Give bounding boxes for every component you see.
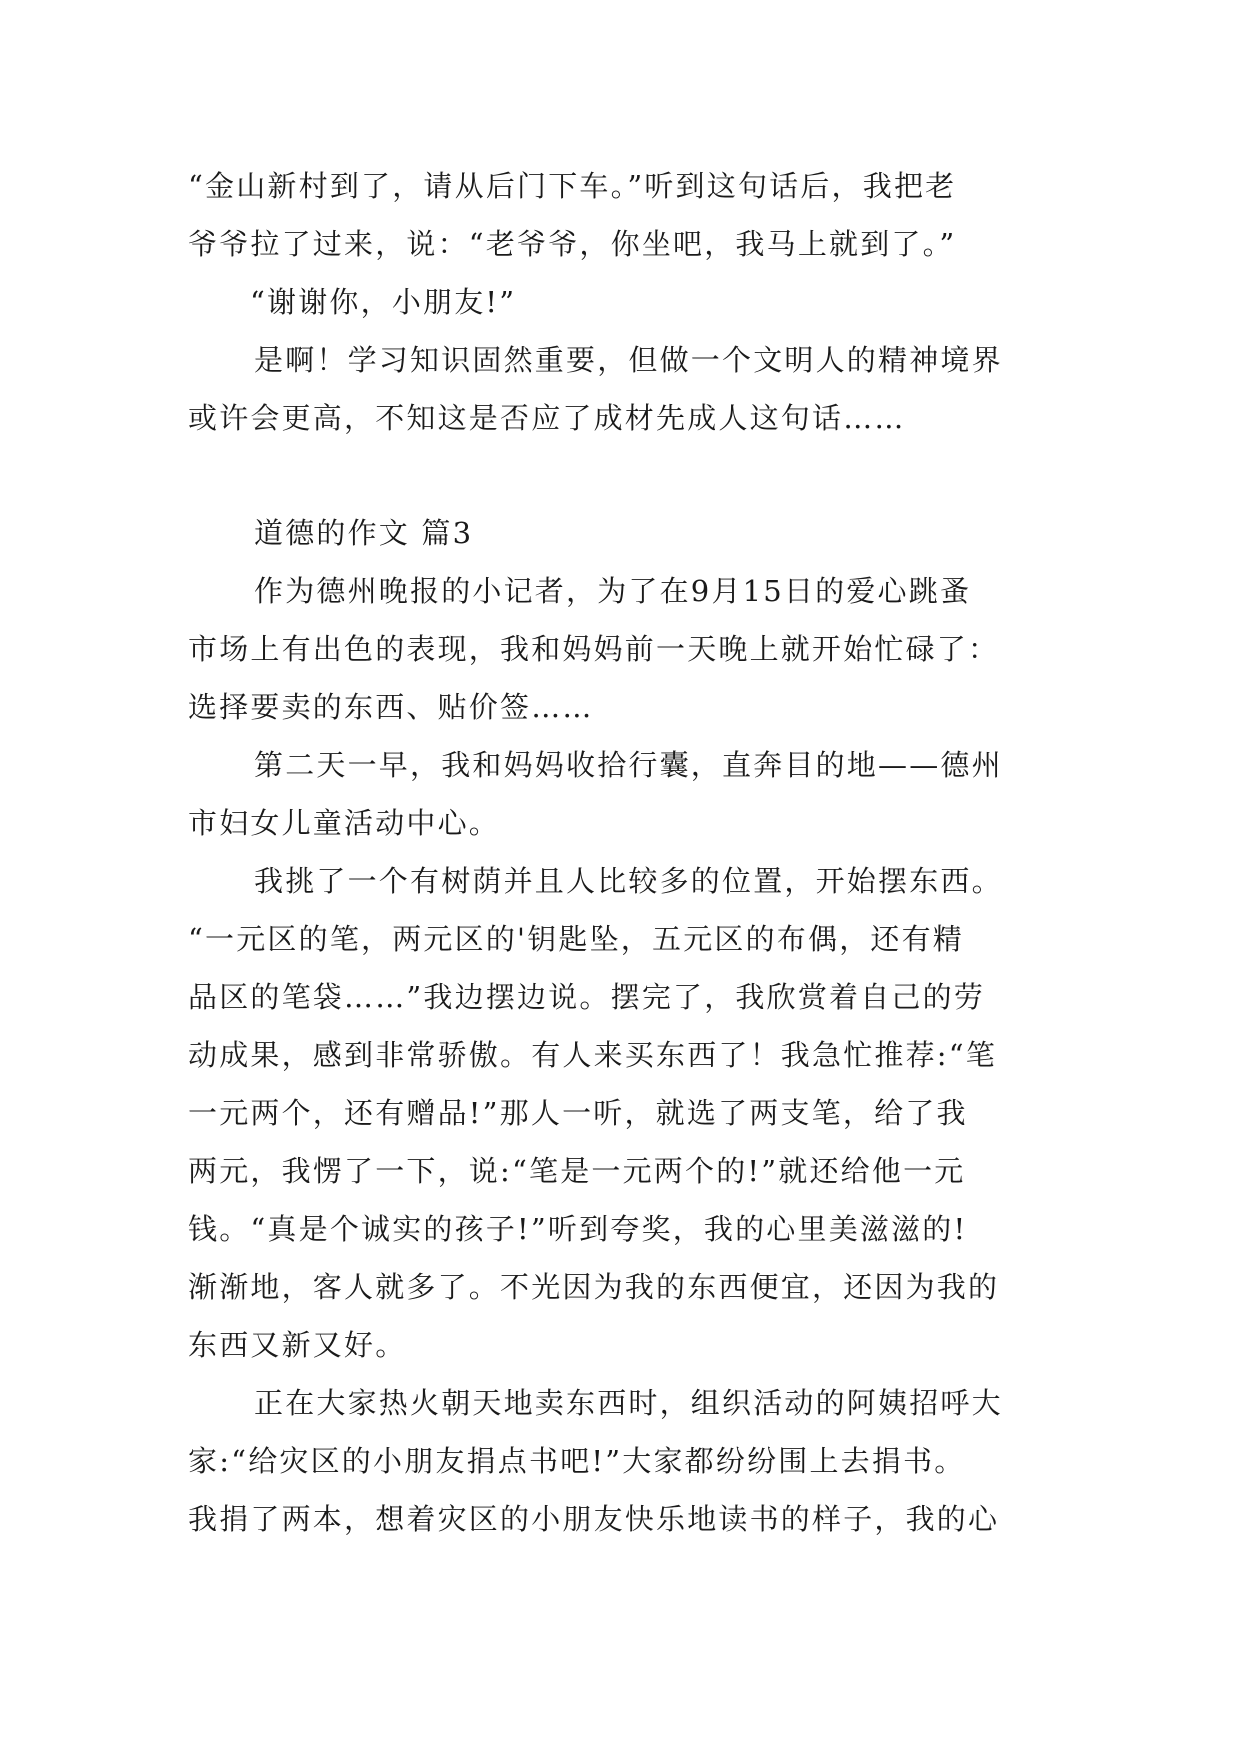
text-line: 或许会更高，不知这是否应了成材先成人这句话…… <box>188 401 906 435</box>
text-line: 是啊！学习知识固然重要，但做一个文明人的精神境界 <box>254 343 1003 377</box>
text-line: 两元，我愣了一下，说:“笔是一元两个的!”就还给他一元 <box>188 1154 966 1188</box>
text-line: 家:“给灾区的小朋友捐点书吧!”大家都纷纷围上去捐书。 <box>188 1444 966 1478</box>
text-line: 作为德州晚报的小记者，为了在9月15日的爱心跳蚤 <box>254 574 972 608</box>
text-line: 东西又新又好。 <box>188 1328 407 1362</box>
text-line: 钱。“真是个诚实的孩子!”听到夸奖，我的心里美滋滋的! <box>188 1212 968 1246</box>
text-line: 第二天一早，我和妈妈收拾行囊，直奔目的地——德州 <box>254 748 1003 782</box>
text-line: 品区的笔袋……”我边摆边说。摆完了，我欣赏着自己的劳 <box>188 980 986 1014</box>
text-line: 动成果，感到非常骄傲。有人来买东西了！我急忙推荐:“笔 <box>188 1038 997 1072</box>
text-line: 市场上有出色的表现，我和妈妈前一天晚上就开始忙碌了： <box>188 632 1000 666</box>
text-line: 爷爷拉了过来，说：“老爷爷，你坐吧，我马上就到了。” <box>188 227 957 261</box>
text-line: 选择要卖的东西、贴价签…… <box>188 690 594 724</box>
text-line: 我挑了一个有树荫并且人比较多的位置，开始摆东西。 <box>254 864 1003 898</box>
text-line: 渐渐地，客人就多了。不光因为我的东西便宜，还因为我的 <box>188 1270 1000 1304</box>
text-line: 市妇女儿童活动中心。 <box>188 806 501 840</box>
text-line: “一元区的笔，两元区的'钥匙坠，五元区的布偶，还有精 <box>188 922 964 956</box>
text-line: 一元两个，还有赠品!”那人一听，就选了两支笔，给了我 <box>188 1096 968 1130</box>
section-heading: 道德的作文 篇3 <box>254 516 474 550</box>
text-line: 我捐了两本，想着灾区的小朋友快乐地读书的样子，我的心 <box>188 1502 1000 1536</box>
text-line: “谢谢你，小朋友!” <box>250 285 517 319</box>
text-line: “金山新村到了，请从后门下车。”听到这句话后，我把老 <box>188 169 957 203</box>
text-line: 正在大家热火朝天地卖东西时，组织活动的阿姨招呼大 <box>254 1386 1003 1420</box>
